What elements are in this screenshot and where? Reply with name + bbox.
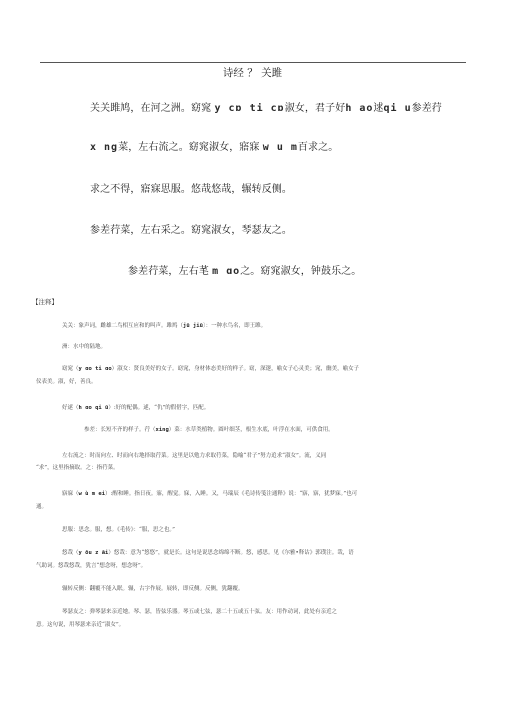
note-text: 思服：思念。服，想。《毛传》：“服，思之也。” bbox=[62, 527, 175, 533]
note-line bbox=[62, 608, 337, 618]
note-text: 意。这句说，用琴瑟来亲近“淑女”。 bbox=[36, 622, 125, 628]
poem-line-4 bbox=[90, 221, 292, 236]
note-text: 窈窕（ bbox=[62, 366, 79, 372]
note-line bbox=[62, 343, 106, 353]
note-text: ）:好的配偶。逑，“仇”的假借字，匹配。 bbox=[108, 405, 210, 411]
poem-text: 参差荇 bbox=[411, 103, 442, 114]
note-pinyin: y ɑo ti ɑo bbox=[78, 366, 112, 372]
poem-text: 之。窈窕淑女，钟鼓乐之。 bbox=[240, 266, 362, 277]
note-pinyin: xing bbox=[155, 427, 169, 433]
pinyin: h ao bbox=[345, 103, 374, 114]
note-text: 〕：一种水鸟名，即王雎。 bbox=[202, 323, 267, 329]
note-text: 左右流之：时而向左、时而向右地择取荇菜。这里是以勉力求取荇菜，隐喻“君子”努力追求“淑女”。流，义同 bbox=[62, 453, 327, 459]
poem-text: 逑 bbox=[373, 103, 384, 114]
note-line bbox=[62, 585, 244, 595]
note-text: 悠哉（ bbox=[62, 550, 79, 556]
poem-line-1 bbox=[90, 99, 442, 114]
note-text: 气助词。悠哉悠哉，犹言“想念呀，想念呀”。 bbox=[36, 563, 147, 569]
note-line bbox=[62, 549, 354, 559]
note-text: 参差：长短不齐的样子。荇（ bbox=[84, 427, 156, 433]
note-line bbox=[62, 365, 359, 375]
notes-heading: 【注释】 bbox=[32, 298, 58, 306]
note-pinyin: y ōu z āi bbox=[78, 550, 109, 556]
note-line bbox=[36, 464, 119, 474]
poem-text: 关关雎鸠，在河之洲。窈窕 bbox=[90, 103, 215, 114]
pinyin: qi u bbox=[383, 103, 412, 114]
note-line bbox=[36, 378, 97, 388]
note-line bbox=[62, 322, 266, 332]
poem-text: 百求之。 bbox=[297, 142, 339, 153]
pinyin: y cɒ ti cɒ bbox=[214, 103, 285, 114]
note-text: “求”，这里指摘取。之：指荇菜。 bbox=[36, 465, 119, 471]
note-pinyin: jū jiū bbox=[183, 323, 203, 329]
note-line bbox=[36, 562, 146, 572]
note-line bbox=[62, 452, 326, 462]
note-text: ）淑女：贤良美好的女子。窈窕，身材体态美好的样子。窈，深邃，喻女子心灵美；窕，幽美，喻女子 bbox=[111, 366, 360, 372]
pinyin: w u m bbox=[262, 142, 298, 153]
page-title: 诗经 ？ 关雎 bbox=[222, 67, 283, 79]
note-text: 好逑（ bbox=[62, 405, 79, 411]
note-text: 仪表美。淑，好，善良。 bbox=[36, 379, 97, 385]
note-text: 寤寐（ bbox=[62, 491, 79, 497]
note-line bbox=[36, 503, 47, 513]
poem-line-3 bbox=[90, 180, 292, 195]
poem-text: 菜，左右流之。窈窕淑女，寤寐 bbox=[118, 142, 263, 153]
pinyin: m ɑo bbox=[212, 266, 241, 277]
note-text: ）:醒和睡。指日夜。寤，醒觉。寐，入睡。又，马瑞辰《毛诗传笺注通释》说：“寤，寤，犹梦寐。”也可 bbox=[105, 491, 358, 497]
poem-line-2 bbox=[90, 138, 338, 153]
note-pinyin: w ù m ei bbox=[78, 491, 106, 497]
note-text: 关关：象声词，雌雄二鸟相互应和的叫声。雎鸠（ bbox=[62, 323, 184, 329]
note-text: ）悠哉：意为“悠悠”，就是长。这句是说思念绵绵不断。悠，感思。见《尔雅•释诂》郭璞注。哉，语 bbox=[108, 550, 354, 556]
note-pinyin: h ɑo qi ū bbox=[78, 405, 109, 411]
pinyin: x ng bbox=[90, 142, 119, 153]
note-text: ）菜：水草类植物。圆叶细茎，根生水底，叶浮在水面，可供食用。 bbox=[168, 427, 334, 433]
poem-line-5 bbox=[128, 262, 361, 277]
note-text: 辗转反侧：翻覆不能入眠。辗，古字作展。展转，即反侧。反侧，犹翻覆。 bbox=[62, 586, 244, 592]
header-rule bbox=[40, 62, 466, 63]
note-text: 通。 bbox=[36, 504, 48, 510]
note-line bbox=[62, 526, 175, 536]
note-line bbox=[84, 426, 334, 436]
note-text: 琴瑟友之：弹琴瑟来亲近她。琴、瑟，皆弦乐器。琴五或七弦，瑟二十五或五十弦。友：用作动词，此处有亲近之 bbox=[62, 609, 338, 615]
note-line bbox=[62, 490, 357, 500]
note-line bbox=[36, 621, 124, 631]
poem-text: 参差荇菜，左右采之。窈窕淑女，琴瑟友之。 bbox=[90, 225, 292, 236]
poem-text: 求之不得，寤寐思服。悠哉悠哉，辗转反侧。 bbox=[90, 184, 292, 195]
poem-text: 淑女，君子好 bbox=[284, 103, 346, 114]
poem-text: 参差荇菜，左右芼 bbox=[128, 266, 213, 277]
note-text: 洲：水中的陆地。 bbox=[62, 344, 107, 350]
note-line bbox=[62, 404, 209, 414]
